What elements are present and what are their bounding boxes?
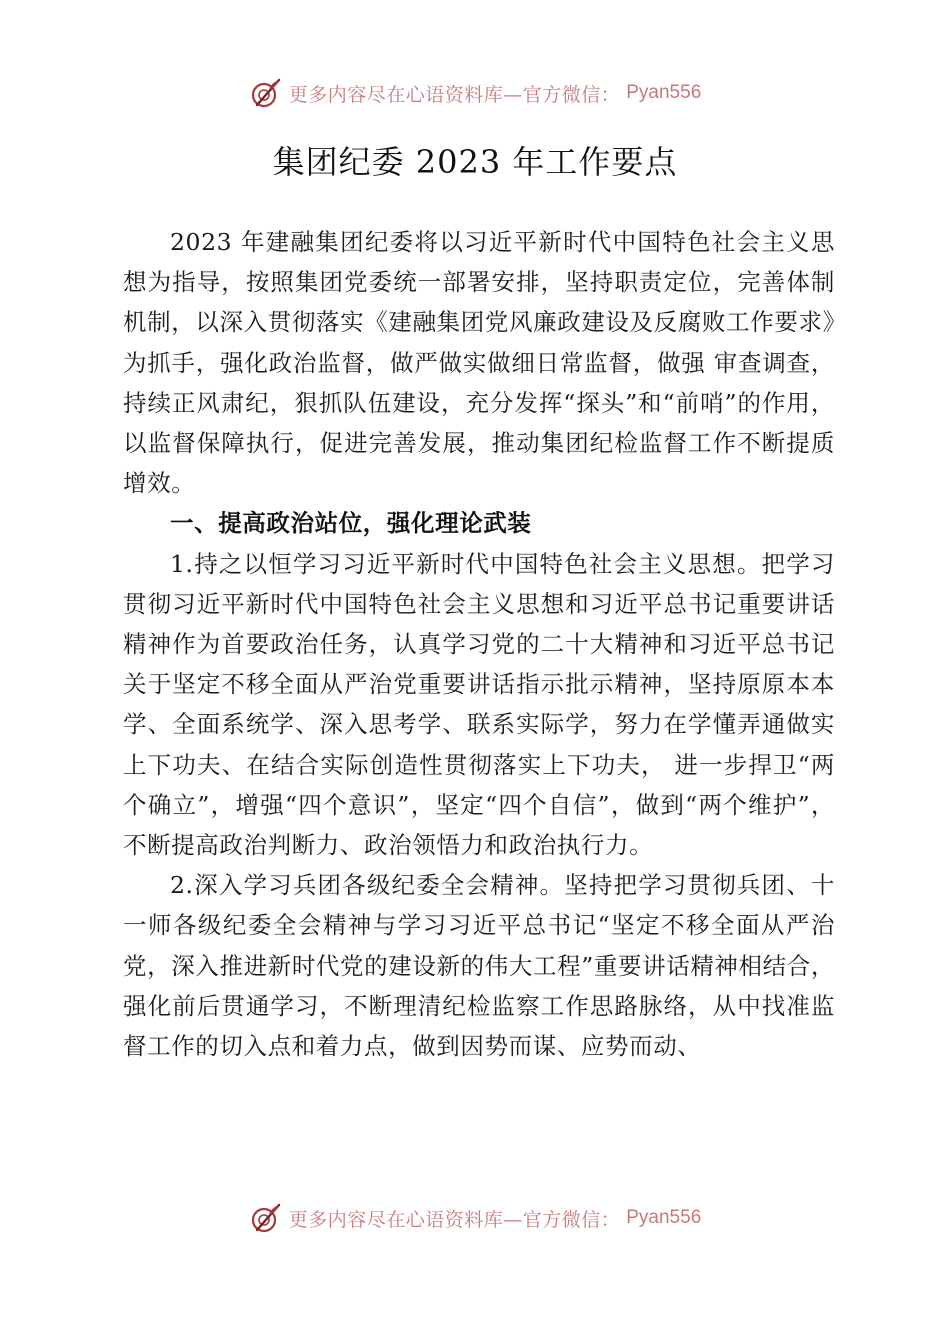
watermark-text: 更多内容尽在心语资料库—官方微信： <box>288 1208 621 1231</box>
section-heading-1: 一、提高政治站位，强化理论武装 <box>170 509 532 538</box>
document-body <box>123 222 835 1066</box>
document-title: 集团纪委 2023 年工作要点 <box>272 143 678 181</box>
item-paragraph-2: 2.深入学习兵团各级纪委全会精神。坚持把学习贯彻兵团、十一师各级纪委全会精神与学习习近平总书记“坚定不移全面从严治党，深入推进新时代党的建设新的伟大工程”重要讲话精神相结合，强化前后贯通学习，不断理清纪检监察工作思路脉络，从中找准监督工作的切入点和着力点，做到因势而谋、应势而动、 <box>123 871 835 1061</box>
item-paragraph-1: 1.持之以恒学习习近平新时代中国特色社会主义思想。把学习贯彻习近平新时代中国特色社会主义思想和习近平总书记重要讲话精神作为首要政治任务，认真学习党的二十大精神和习近平总书记关于坚定不移全面从严治党重要讲话指示批示精神，坚持原原本本学、全面系统学、深入思考学、联系实际学，努力在学懂弄通做实上下功夫、在结合实际创造性贯彻落实上下功夫， 进一步捍卫“两个确立”，增强“四个意识”，坚定“四个自信”，做到“两个维护”，不断提高政治判断力、政治领悟力和政治执行力。 <box>123 549 835 860</box>
watermark-wechat-id: Pyan556 <box>626 1207 702 1228</box>
feather-pen-logo-icon <box>249 76 283 110</box>
feather-pen-logo-icon <box>249 1201 283 1235</box>
watermark-bottom <box>0 1198 950 1238</box>
intro-paragraph: 2023 年建融集团纪委将以习近平新时代中国特色社会主义思想为指导，按照集团党委统一部署安排，坚持职责定位，完善体制机制，以深入贯彻落实《建融集团党风廉政建设及反腐败工作要求》为抓手，强化政治监督，做严做实做细日常监督，做强 审查调查，持续正风肃纪，狠抓队伍建设，充分发挥“探头”和“前哨”的作用，以监督保障执行，促进完善发展，推动集团纪检监督工作不断提质增效。 <box>123 228 835 498</box>
watermark-text: 更多内容尽在心语资料库—官方微信： <box>288 83 621 106</box>
watermark-top <box>0 73 950 113</box>
watermark-wechat-id: Pyan556 <box>626 82 702 103</box>
